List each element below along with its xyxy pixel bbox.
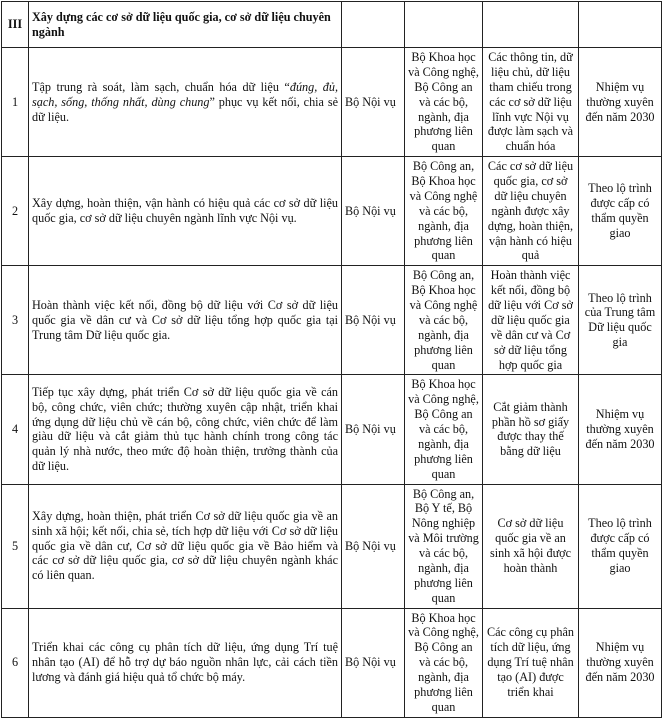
empty-cell bbox=[579, 2, 662, 48]
section-title: Xây dựng các cơ sở dữ liệu quốc gia, cơ sở dữ liệu chuyên ngành bbox=[29, 2, 342, 48]
deadline: Nhiệm vụ thường xuyên đến năm 2030 bbox=[579, 608, 662, 717]
task-text: ” phục vụ kết nối, chia sẻ dữ liệu. bbox=[32, 94, 338, 124]
task-description: Xây dựng, hoàn thiện, vận hành có hiệu quả các cơ sở dữ liệu quốc gia, cơ sở dữ liệu chuyên ngành lĩnh vực Nội vụ. bbox=[29, 157, 342, 266]
lead-agency: Bộ Nội vụ bbox=[342, 157, 405, 266]
coordinating-agencies: Bộ Công an, Bộ Khoa học và Công nghệ và các bộ, ngành, địa phương liên quan bbox=[405, 157, 483, 266]
task-description: Triển khai các công cụ phân tích dữ liệu, ứng dụng Trí tuệ nhân tạo (AI) để hỗ trợ dự báo nguồn nhân lực, cải cách tiền lương và đánh giá hiệu quả tổ chức bộ máy. bbox=[29, 608, 342, 717]
coordinating-agencies: Bộ Công an, Bộ Y tế, Bộ Nông nghiệp và Môi trường và các bộ, ngành, địa phương liên quan bbox=[405, 484, 483, 608]
row-number: 2 bbox=[2, 157, 29, 266]
task-description: Tiếp tục xây dựng, phát triển Cơ sở dữ liệu quốc gia về cán bộ, công chức, viên chức; thường xuyên cập nhật, triển khai ứng dụng dữ liệu chủ về cán bộ, công chức, viên chức để làm giàu dữ liệu và cắt giảm thủ tục hành chính trong công tác quản lý nhà nước, theo mức độ hoàn thiện, trưởng thành của dữ liệu. bbox=[29, 375, 342, 484]
expected-product: Cắt giảm thành phần hồ sơ giấy được thay thế bằng dữ liệu bbox=[483, 375, 579, 484]
task-text: Tập trung rà soát, làm sạch, chuẩn hóa dữ liệu “ bbox=[32, 79, 290, 94]
lead-agency: Bộ Nội vụ bbox=[342, 484, 405, 608]
deadline: Theo lộ trình của Trung tâm Dữ liệu quốc gia bbox=[579, 266, 662, 375]
task-description bbox=[29, 48, 342, 157]
lead-agency: Bộ Nội vụ bbox=[342, 266, 405, 375]
lead-agency: Bộ Nội vụ bbox=[342, 375, 405, 484]
empty-cell bbox=[483, 2, 579, 48]
task-table bbox=[1, 1, 662, 718]
empty-cell bbox=[405, 2, 483, 48]
expected-product: Các cơ sở dữ liệu quốc gia, cơ sở dữ liệu chuyên ngành được xây dựng, hoàn thiện, vận hành có hiệu quả bbox=[483, 157, 579, 266]
deadline: Nhiệm vụ thường xuyên đến năm 2030 bbox=[579, 375, 662, 484]
table-row bbox=[2, 266, 662, 375]
table-row bbox=[2, 157, 662, 266]
lead-agency: Bộ Nội vụ bbox=[342, 608, 405, 717]
task-description: Xây dựng, hoàn thiện, phát triển Cơ sở dữ liệu quốc gia về an sinh xã hội; kết nối, chia sẻ, tích hợp dữ liệu với Cơ sở dữ liệu quốc gia về dân cư, Cơ sở dữ liệu quốc gia về Bảo hiểm và các cơ sở dữ liệu quốc gia, cơ sở dữ liệu chuyên ngành khác có liên quan. bbox=[29, 484, 342, 608]
coordinating-agencies: Bộ Công an, Bộ Khoa học và Công nghệ và các bộ, ngành, địa phương liên quan bbox=[405, 266, 483, 375]
row-number: 6 bbox=[2, 608, 29, 717]
row-number: 4 bbox=[2, 375, 29, 484]
table-row bbox=[2, 375, 662, 484]
empty-cell bbox=[342, 2, 405, 48]
expected-product: Các công cụ phân tích dữ liệu, ứng dụng Trí tuệ nhân tạo (AI) được triển khai bbox=[483, 608, 579, 717]
row-number: 3 bbox=[2, 266, 29, 375]
table-row bbox=[2, 484, 662, 608]
table-row bbox=[2, 608, 662, 717]
deadline: Theo lộ trình được cấp có thẩm quyền giao bbox=[579, 484, 662, 608]
deadline: Theo lộ trình được cấp có thẩm quyền giao bbox=[579, 157, 662, 266]
lead-agency: Bộ Nội vụ bbox=[342, 48, 405, 157]
row-number: 5 bbox=[2, 484, 29, 608]
table-row bbox=[2, 48, 662, 157]
coordinating-agencies: Bộ Khoa học và Công nghệ, Bộ Công an và các bộ, ngành, địa phương liên quan bbox=[405, 48, 483, 157]
deadline: Nhiệm vụ thường xuyên đến năm 2030 bbox=[579, 48, 662, 157]
section-header-row bbox=[2, 2, 662, 48]
coordinating-agencies: Bộ Khoa học và Công nghệ, Bộ Công an và các bộ, ngành, địa phương liên quan bbox=[405, 375, 483, 484]
coordinating-agencies: Bộ Khoa học và Công nghệ, Bộ Công an và các bộ, ngành, địa phương liên quan bbox=[405, 608, 483, 717]
task-emphasis: đúng, đủ, sạch, sống, thống nhất, dùng chung bbox=[32, 79, 338, 109]
expected-product: Các thông tin, dữ liệu chủ, dữ liệu tham chiếu trong các cơ sở dữ liệu lĩnh vực Nội vụ được làm sạch và chuẩn hóa bbox=[483, 48, 579, 157]
row-number: 1 bbox=[2, 48, 29, 157]
section-number: III bbox=[2, 2, 29, 48]
expected-product: Hoàn thành việc kết nối, đồng bộ dữ liệu với Cơ sở dữ liệu quốc gia về dân cư và Cơ sở dữ liệu tổng hợp quốc gia bbox=[483, 266, 579, 375]
expected-product: Cơ sở dữ liệu quốc gia về an sinh xã hội được hoàn thành bbox=[483, 484, 579, 608]
task-description: Hoàn thành việc kết nối, đồng bộ dữ liệu với Cơ sở dữ liệu quốc gia về dân cư và Cơ sở dữ liệu tổng hợp quốc gia tại Trung tâm Dữ liệu quốc gia. bbox=[29, 266, 342, 375]
